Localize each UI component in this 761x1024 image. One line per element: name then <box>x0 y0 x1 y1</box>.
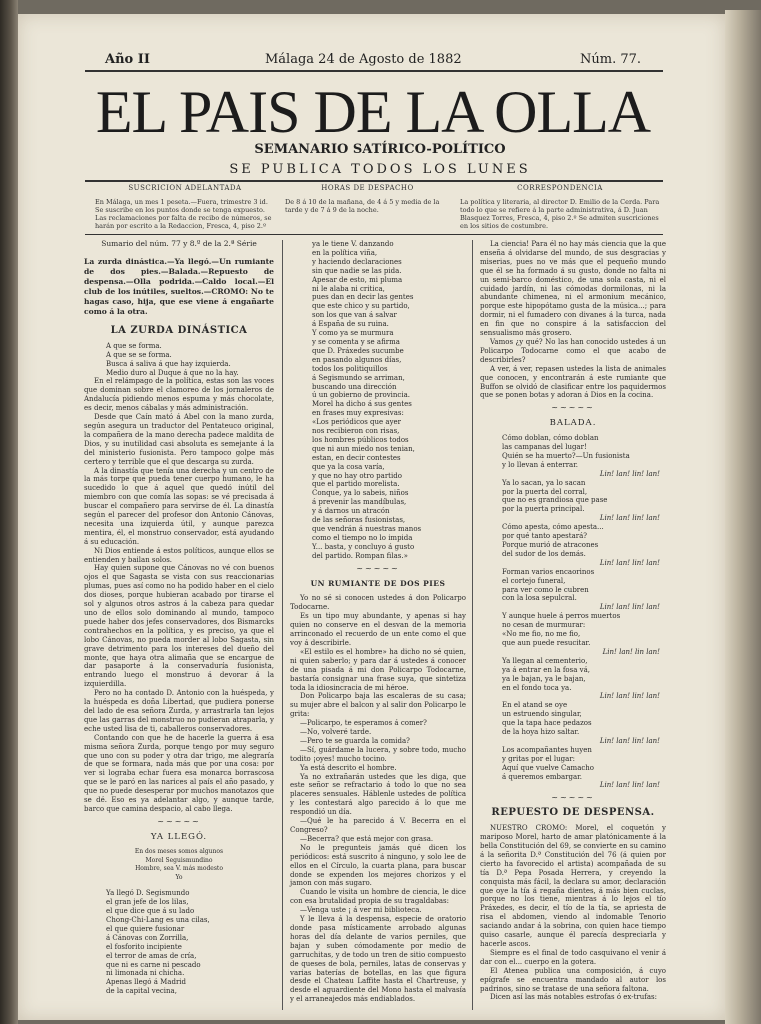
paragraph: El Atenea publica una composición, á cuyo epígrafe se encuentra mandado al autor los padrinos, sino se tratase de una señora faltona. <box>480 966 666 993</box>
verse-line: Apesar de esto, mi pluma <box>312 275 403 284</box>
newspaper-subtitle: SEMANARIO SATÍRICO-POLÍTICO <box>254 142 506 157</box>
verse-line: Porque murió de atracones <box>502 541 599 549</box>
paragraph: —Qué le ha parecido á V. Becerra en el Congreso? <box>290 817 466 834</box>
column-divider-2 <box>472 240 473 1010</box>
article-heading-zurda: LA ZURDA DINÁSTICA <box>110 324 248 336</box>
verse-line: no cesan de murmurar: <box>502 621 586 630</box>
book-spine <box>0 0 18 1024</box>
verse-line: un estruendo singular, <box>502 710 582 719</box>
verse-line: de la hoya hizo saltar. <box>502 728 580 737</box>
verse-line: y lo llevan á enterrar. <box>502 460 579 469</box>
verse-line: por la puerta del corral, <box>502 487 588 496</box>
verse-line: que este chico y su partido, <box>312 302 410 311</box>
verse-line: y á darnos un atracón <box>312 507 390 516</box>
verse-block <box>290 240 466 561</box>
verse-line: en pasando algunos días, <box>312 355 402 364</box>
paragraph: A la dinastía que tenía una derecha y un centro de la más torpe que pueda tener cuerpo humano, le ha sucedido lo que á aquel que quedó inútil del miembro con que comía las sopas: se vé precisada á buscar el compañero para servirse de él. La dinastía según el parecer del profesor don Antonio Cánovas, necesita una izquierda útil, y aunque parezca mentira, él, el monstruo conservador, está ayudando á su educación. <box>84 466 274 546</box>
verse-line: sin que nadie se las pida. <box>312 266 402 275</box>
verse-line: nos recibieron con risas, <box>312 427 400 436</box>
verse-line: Busca á saliva á que hay izquierda. <box>106 359 231 368</box>
epigraph-line: Morel Seguismundino <box>145 856 213 864</box>
ornament-divider: ~~~~~ <box>551 793 595 803</box>
article-heading-rumiante: UN RUMIANTE DE DOS PIES <box>310 578 446 588</box>
paragraph: Pero no ha contado D. Antonio con la huéspeda, y la huéspeda es doña Libertad, que pudiera ponerse del lado de esa señora Zurda, y arrastrarla tan lejos que las garras del monstruo no pudieran atraparla, y eche usted lisa de ti, caballeros conservadores. <box>84 689 274 733</box>
verse-line: Y aunque huele á perros muertos <box>502 612 621 621</box>
verse-line: buscando una dirección <box>312 382 397 391</box>
verse-line: el cortejo funeral, <box>502 576 566 585</box>
paragraph: —Venga uste ¡ á ver mi biblioteca. <box>300 906 422 915</box>
correspondence-box <box>460 184 660 232</box>
verse-line: por la puerta principal. <box>502 505 585 514</box>
subscription-box <box>95 184 275 232</box>
verse-line: los hombres públicos todos <box>312 435 409 444</box>
date-label: Málaga 24 de Agosto de 1882 <box>265 52 462 67</box>
header-rule <box>85 180 663 182</box>
verse-line: á Cánovas con Zorrilla, <box>106 933 189 942</box>
refrain-line: Lin! lan! lin! lan! <box>599 781 660 790</box>
paragraph: Y le lleva á la despensa, especie de oratorio donde pasa místicamente arrobado algunas horas del día delante de varios perniles, que bajan y suben cómodamente por medio de garruchitas, y de todo un tren de sitio compuesto de queses de bola, perniles, latas de conservas y varias baterías de botellas, en las que figura desde el Chateau Laffite hasta el Chartreuse, y desde el aguardiente del Mono hasta el malvasía y el arraneajedos más endiablados. <box>290 915 466 1004</box>
verse-line: pues dan en decir las gentes <box>312 293 414 302</box>
verse-line: ú un gobierno de provincia. <box>312 391 410 400</box>
verse-line: Y... basta, y concluyo á gusto <box>312 542 415 551</box>
paragraph: Don Policarpo baja las escaleras de su casa; su mujer abre el balcon y al salir don Policarpo le grita: <box>290 692 467 719</box>
paragraph: Dicen así las más notables estrofas ó ex-trufas: <box>490 993 657 1002</box>
verse-line: en frases muy expresivas: <box>312 409 404 418</box>
refrain-line: Lin! lan! lin! lan! <box>599 469 660 478</box>
paragraph: —Pero te se guarda la comida? <box>300 736 410 745</box>
verse-line: que ni es carne ni pescado <box>106 960 201 969</box>
article-heading-ya-llego: YA LLEGÓ. <box>150 831 208 842</box>
verse-line: que ni aun miedo nos tenian, <box>312 444 415 453</box>
verse-line: y que no hay otro partido <box>312 471 402 480</box>
article-heading-balada: BALADA. <box>549 418 597 429</box>
verse-line: las campanas del lugar! <box>502 443 587 452</box>
paragraph: —Becerra? que está mejor con grasa. <box>300 834 434 843</box>
verse-line: Ya llegan al cementerio, <box>502 656 588 665</box>
issue-number: Núm. 77. <box>580 52 642 67</box>
verse-line: En el atand se oye <box>502 701 568 710</box>
office-hours-heading: HORAS DE DESPACHO <box>321 184 414 192</box>
paragraph: —Policarpo, te esperamos á comer? <box>300 719 427 728</box>
paragraph: En el relámpago de la política, estas son las voces que dominan sobre el clamoreo de los jornaleros de Andalucía pidiendo menos espuma y más chocolate, es decir, menos cábalas y más administración. <box>84 377 274 413</box>
paragraph: Hay quien supone que Cánovas no vé con buenos ojos el que Sagasta se vista con sus reaccionarias plumas, pues así como no ha podido haber en el cielo dos dioses, porque hubieran acabado por tirarse el sol y algunos otros astros á la cabeza para quedar uno de ellos solo dominando al mundo, tampoco puede haber dos jefes conservadores, dos Bismarcks contrahechos en la política, y es preciso, ya que el lobo Cánovas, no pueda morder al lobo Sagasta, sin grave detrimento para los intereses del dueño del monte, que haya otra alimaña que se encargue de dar pasaporte á la conservaduría fusionista, entrando luego el monstruo á devorar á la izquierdilla. <box>84 564 274 689</box>
verse-line: para ver como le cubren <box>502 585 589 594</box>
paragraph: —No, volveré tarde. <box>300 728 372 737</box>
column-3 <box>480 240 666 1002</box>
verse-line: y haciendo declaraciones <box>312 257 402 266</box>
paragraph: Vamos ¿y qué? No las han conocido ustedes á un Policarpo Todocarne como el que acabo de describirles? <box>480 337 666 364</box>
epigraph-line: Yo <box>175 874 183 882</box>
verse-line: con la losa sepulcral. <box>502 594 577 603</box>
verse-line: de las señoras fusionistas, <box>312 516 406 525</box>
masthead-info-row <box>95 52 655 72</box>
paragraph: La ciencia! Para él no hay más ciencia que la que enseña á olvidarse del mundo, de sus desgracias y miserias, pues no ve más que el pequeño mundo que él se ha formado á su gusto, donde no falta ni un semi-barco doméstico, de una sola casta, ni el cuidado jardín, ni las cómodas dormilonas, ni la abundante chimenea, ni el armonium mecánico, porque este hipopótamo gusta de la música...; para dormir, ni el fumadero con divanes á la turca, nada en fin que no conspire á la satisfaccion del sensualismo más grosero. <box>480 240 666 338</box>
verse-line: Morel ha dicho á sus gentes <box>312 400 412 409</box>
verse-line: A que se forma. <box>106 341 162 350</box>
verse-line: Ya lo sacan, ya lo sacan <box>502 478 586 487</box>
paragraph: —Sí, guárdame la lucera, y sobre todo, mucho todito ¡oyes! mucho tocino. <box>290 745 466 763</box>
verse-line: que D. Práxedes sucumbe <box>312 346 404 355</box>
verse-line: el gran jefe de los lilas, <box>106 898 189 907</box>
paragraph: «El estilo es el hombre» ha dicho no sé quien, ni quien saberlo; y para dar á ustedes á conocer de una pisada á mi don Policarpo Todocarne, bastaría consignar una frase suya, que sintetiza toda la idiosincracia de mi héroe. <box>290 647 466 692</box>
newspaper-tagline: SE PUBLICA TODOS LOS LUNES <box>229 162 531 177</box>
verse-line: Y como ya se murmura <box>312 329 394 338</box>
masthead-top-rule <box>85 70 663 72</box>
verse-line: como el tiempo no lo impida <box>312 533 413 542</box>
verse-line: que la tapa hace pedazos <box>502 719 592 728</box>
verse-line: en el fondo toca ya. <box>502 683 572 692</box>
verse-line: Conque, ya lo sabeis, niños <box>312 489 409 498</box>
verse-line: que el partido morelista. <box>312 480 400 489</box>
verse-line: que vendrán á nuestras manos <box>312 525 422 533</box>
correspondence-heading: CORRESPONDENCIA <box>517 184 603 192</box>
verse-line: que aun puede resucitar. <box>502 638 591 647</box>
verse-line: el terror de amas de cría, <box>106 951 197 960</box>
summary-heading: Sumario del núm. 77 y 8.º de la 2.ª Série <box>101 239 257 248</box>
verse-line: en la política viña, <box>312 248 378 257</box>
verse-line: estan, en decir contestes <box>312 453 401 462</box>
paragraph: Ya no extrañarán ustedes que les diga, que este señor se refractario á todo lo que no sea placeres sensuales. Háblenle ustedes de política y les contestará algo parecido á lo que me respondió un día. <box>290 772 466 817</box>
verse-line: ni limonada ni chicha. <box>106 969 185 978</box>
column-2 <box>290 240 466 1004</box>
verse-line: á prevenir las mandíbulas, <box>312 498 407 507</box>
verse-line: que ya la cosa varía, <box>312 462 385 471</box>
paragraph: Siempre es el final de todo casquivano el venir á dar con el... cuerpo en la gotera. <box>480 948 666 966</box>
verse-line: el fosforito incipiente <box>106 942 182 951</box>
verse-line: á España de su ruina. <box>312 320 389 329</box>
verse-line: el que dice que á su lado <box>106 907 195 916</box>
verse-line: Medio duro al Duque á que no la hay. <box>106 368 239 377</box>
verse-line: Cómo apesta, cómo apesta... <box>502 523 604 532</box>
paragraph: Es un tipo muy abundante, y apenas si hay quien no conserve en el desvan de la memoria arrinconado el recuerdo de un ente como el que voy á describirle. <box>290 612 466 647</box>
verse-line: «No me fio, no me fio, <box>502 630 581 639</box>
verse-line: de la capital vecina, <box>106 987 177 996</box>
refrain-line: Lin! lan! lin! lan! <box>599 736 660 745</box>
verse-line: Apenas llegó á Madrid <box>106 978 187 987</box>
verse-line: Quién se ha muerto?—Un fusionista <box>502 451 630 460</box>
verse-line: Cómo doblan, cómo doblan <box>502 434 599 443</box>
verse-line: ya le tiene V. danzando <box>312 240 394 248</box>
verse-line: que no es grandiosa que pase <box>502 496 608 505</box>
verse-line: Aquí que vuelve Camacho <box>502 763 595 772</box>
verse-line: y se comenta y se afirma <box>312 337 400 346</box>
verse-line: del partido. Rompan filas.» <box>312 551 408 560</box>
paragraph: Ni Dios entiende á estos políticos, aunque ellos se entienden y bailan solos. <box>84 546 274 564</box>
paragraph: Desde que Caín mató á Abel con la mano zurda, según asegura un traductor del Pentateuco original, la compañera de la mano derecha padece maldita de Dios, y su inutilidad casi absoluta es semejante á la del ministerio fusionista. Pero tampoco golpe más certero y terrible que el que descarga su zurda. <box>84 413 274 466</box>
article-heading-repuesto: REPUESTO DE DESPENSA. <box>491 807 655 819</box>
refrain-line: Lin! lan! lin lan! <box>602 647 660 656</box>
subscription-heading: SUSCRICION ADELANTADA <box>128 184 242 192</box>
verse-line: á Segismundo se arriman, <box>312 373 405 382</box>
refrain-line: Lin! lan! lin! lan! <box>599 514 660 523</box>
paragraph: Ya está descrito el hombre. <box>300 763 397 772</box>
paragraph: NUESTRO CROMO: Morel, el coquetón y mariposo Morel, harto de amar platónicamente á la bella Constitución del 69, se convierte en su camino á la señorita D.ª Constitución del 76 (á quien por cierto ha favorecido el artista) acompañada de su tía D.ª Pepa Posada Herrera, y creyendo la conquista más fácil, la declara su amor, declaración que oye la tía á regaña dientes, á más bien cuclas, porque no los tiene, mientras á lo lejos el tío Práxedes, es decir, el tío de la tía, se apriesta de risa el abdomen, viendo al indomable Tenorio saciando andar á la sobrina, con quien hace tiempo quiso casarle, aunque él parecía despreciarla y hacerle ascos. <box>480 824 666 948</box>
epigraph-line: En dos meses somos algunos <box>134 847 224 855</box>
column-divider-1 <box>282 240 283 1010</box>
verse-line: Chong-Chi-Lang es una cilas, <box>106 916 210 924</box>
paragraph: A ver, á ver, repasen ustedes la lista de animales que conocen, y encontrarán á este rumiante que Buffon se olvidó de clasificar entre los paquidermos que se ponen botas y adoran á Dios en la cocina. <box>480 364 666 400</box>
page-edges <box>725 10 761 1024</box>
office-hours-box <box>285 184 450 232</box>
verse-line: Los acompañantes huyen <box>502 745 592 754</box>
verse-line: á queremos embargar. <box>502 772 582 781</box>
infobox-rule <box>85 234 663 235</box>
year-label: Año II <box>105 52 150 67</box>
refrain-line: Lin! lan! lin! lan! <box>599 558 660 567</box>
verse-line: A que se se forma. <box>106 350 172 359</box>
subscription-text: En Málaga, un mes 1 peseta.—Fuera, trimestre 3 id. Se suscribe en los puntos donde se tenga expuesto. Las reclamaciones por falta de recibo de números, se harán por escrito a la Redaccion, Fresca, 4, piso 2.º <box>95 198 272 230</box>
correspondence-text: La política y literaria, al director D. Emilio de la Cerda. Para todo lo que se refiere á la parte administrativa, á D. Juan Blasquez Torres, Fresca, 4, piso 2.º Se admiten suscriciones en los sitios de costumbre. <box>460 198 660 230</box>
verse-line: el que quiere fusionar <box>106 924 185 933</box>
verse-line: ni le alaba ni critica, <box>312 284 385 293</box>
paragraph: No le pregunteis jamás qué dicen los periódicos: está suscrito á ninguno, y solo lee de ellos en el Círculo, la cuarta plana, para buscar donde se expenden los mejores chorizos y el jamon con más sugaro. <box>290 843 466 888</box>
paragraph: Cuando le visita un hombre de ciencia, le dice con esa brutalidad propia de su tragaldabas: <box>290 888 466 906</box>
office-hours-text: De 8 á 10 de la mañana, de 4 á 5 y media de la tarde y de 7 á 9 de la noche. <box>285 198 440 214</box>
column-1 <box>84 240 274 996</box>
verse-line: «Los periódicos que ayer <box>312 418 402 427</box>
verse-line: por qué tanto apestará? <box>502 532 588 541</box>
summary-text: La zurda dinástica.—Ya llegó.—Un rumiante de dos pies.—Balada.—Repuesto de despensa.—Olla podrida.—Caldo local.—El club de los inútiles, sueltos.—CROMO: No te hagas caso, hija, que ese viene á engañarte como á la otra. <box>84 256 274 316</box>
verse-line: son los que van á salvar <box>312 311 397 320</box>
verse-block <box>480 434 666 790</box>
verse-line: del sudor de los demás. <box>502 549 586 558</box>
ornament-divider: ~~~~~ <box>157 816 201 826</box>
epigraph-line: Hombre, sea V. más modesto <box>135 865 223 873</box>
ornament-divider: ~~~~~ <box>356 563 400 573</box>
refrain-line: Lin! lan! lin! lan! <box>599 603 660 612</box>
refrain-line: Lin! lan! lin! lan! <box>599 692 660 701</box>
verse-line: todos los politiquillos <box>312 364 388 373</box>
paragraph: Yo no sé si conocen ustedes á don Policarpo Todocarne. <box>290 594 466 612</box>
ornament-divider: ~~~~~ <box>551 403 595 413</box>
verse-line: Forman varios encaorinos <box>502 567 595 576</box>
verse-line: y gritas por el lugar: <box>502 754 576 763</box>
verse-line: ya le bajan, ya le bajan, <box>502 674 586 683</box>
newspaper-title: EL PAIS DE LA OLLA <box>95 79 651 145</box>
paragraph: Contando con que he de hacerle la guerra á esa misma señora Zurda, porque tengo por muy seguro que uno con su poder y otra dar trigo, me alegraría de que se formara, nada más que por una cosa: por ver si lograba echar fuera esa monarca borrascosa que se le paró en las narices al país el año pasado, y que no puede desesperar por muchos manotazos que se dé. Eso es ya adelantar algo, y aunque tarde, barco que camina despacio, al cabo llega. <box>84 733 274 813</box>
verse-line: ya á entrar en la fosa vá, <box>502 665 590 674</box>
verse-line: Ya llegó D. Segismundo <box>106 889 190 898</box>
